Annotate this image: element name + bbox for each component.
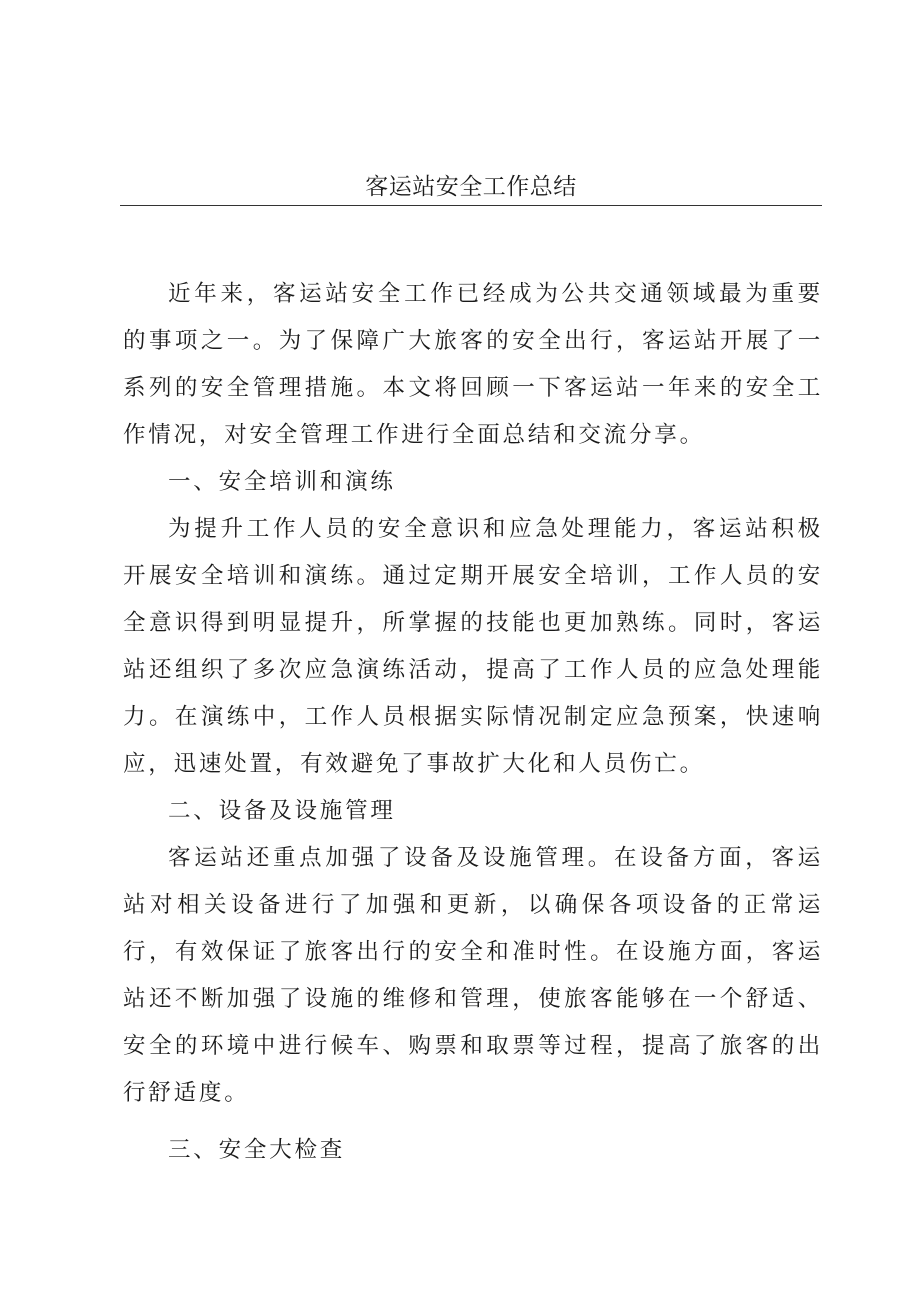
section-heading-inspection: 三、安全大检查 — [168, 1137, 346, 1163]
intro-paragraph: 近年来，客运站安全工作已经成为公共交通领域最为重要的事项之一。为了保障广大旅客的安全出行，客运站开展了一系列的安全管理措施。本文将回顾一下客运站一年来的安全工作情况，对安全管理工作进行全面总结和交流分享。 — [123, 281, 823, 448]
training-paragraph: 为提升工作人员的安全意识和应急处理能力，客运站积极开展安全培训和演练。通过定期开展安全培训，工作人员的安全意识得到明显提升，所掌握的技能也更加熟练。同时，客运站还组织了多次应急演练活动，提高了工作人员的应急处理能力。在演练中，工作人员根据实际情况制定应急预案，快速响应，迅速处置，有效避免了事故扩大化和人员伤亡。 — [123, 516, 823, 777]
equipment-paragraph: 客运站还重点加强了设备及设施管理。在设备方面，客运站对相关设备进行了加强和更新，以确保各项设备的正常运行，有效保证了旅客出行的安全和准时性。在设施方面，客运站还不断加强了设施的维修和管理，使旅客能够在一个舒适、安全的环境中进行候车、购票和取票等过程，提高了旅客的出行舒适度。 — [123, 845, 823, 1106]
section-heading-training: 一、安全培训和演练 — [168, 469, 396, 495]
section-heading-equipment: 二、设备及设施管理 — [168, 798, 396, 824]
document-header — [120, 172, 822, 206]
document-title: 客运站安全工作总结 — [365, 174, 577, 200]
document-body — [123, 271, 823, 1174]
